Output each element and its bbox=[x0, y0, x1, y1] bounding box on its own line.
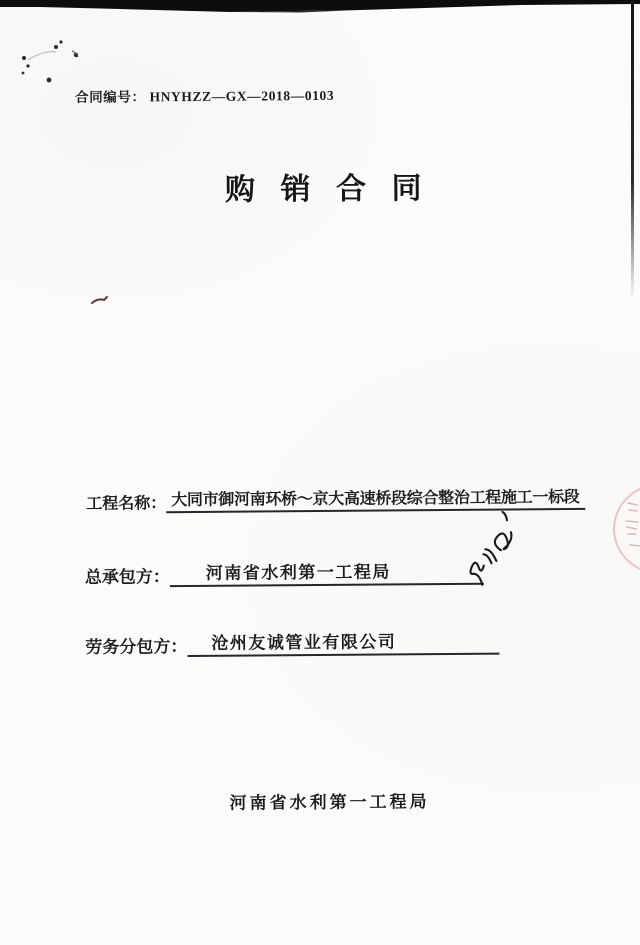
checkmark-annotation bbox=[90, 293, 110, 307]
pen-scribble-marks bbox=[12, 28, 102, 88]
handwritten-signature bbox=[448, 506, 558, 591]
contract-number-value: HNYHZZ—GX—2018—0103 bbox=[149, 87, 335, 105]
scan-edge-top bbox=[0, 0, 640, 14]
field-label: 劳务分包方： bbox=[85, 637, 188, 657]
field-label: 总承包方： bbox=[84, 567, 170, 587]
document-title: 购 销 合 同 bbox=[224, 172, 431, 207]
contract-number-line bbox=[75, 84, 334, 106]
contract-number-label: 合同编号： bbox=[75, 89, 146, 105]
seal-glyphs bbox=[618, 497, 640, 557]
field-value: 河南省水利第一工程局 bbox=[170, 557, 484, 587]
field-general-contractor bbox=[85, 557, 484, 588]
red-seal-stamp bbox=[610, 475, 640, 585]
footer-organization: 河南省水利第一工程局 bbox=[229, 792, 430, 813]
field-value: 沧州友诚管业有限公司 bbox=[187, 627, 499, 657]
field-value: 大同市御河南环桥～京大高速桥段综合整治工程施工一标段 bbox=[166, 484, 585, 513]
scan-edge-right bbox=[631, 0, 634, 300]
field-label: 工程名称： bbox=[86, 495, 167, 513]
field-labor-subcontractor bbox=[85, 627, 499, 658]
